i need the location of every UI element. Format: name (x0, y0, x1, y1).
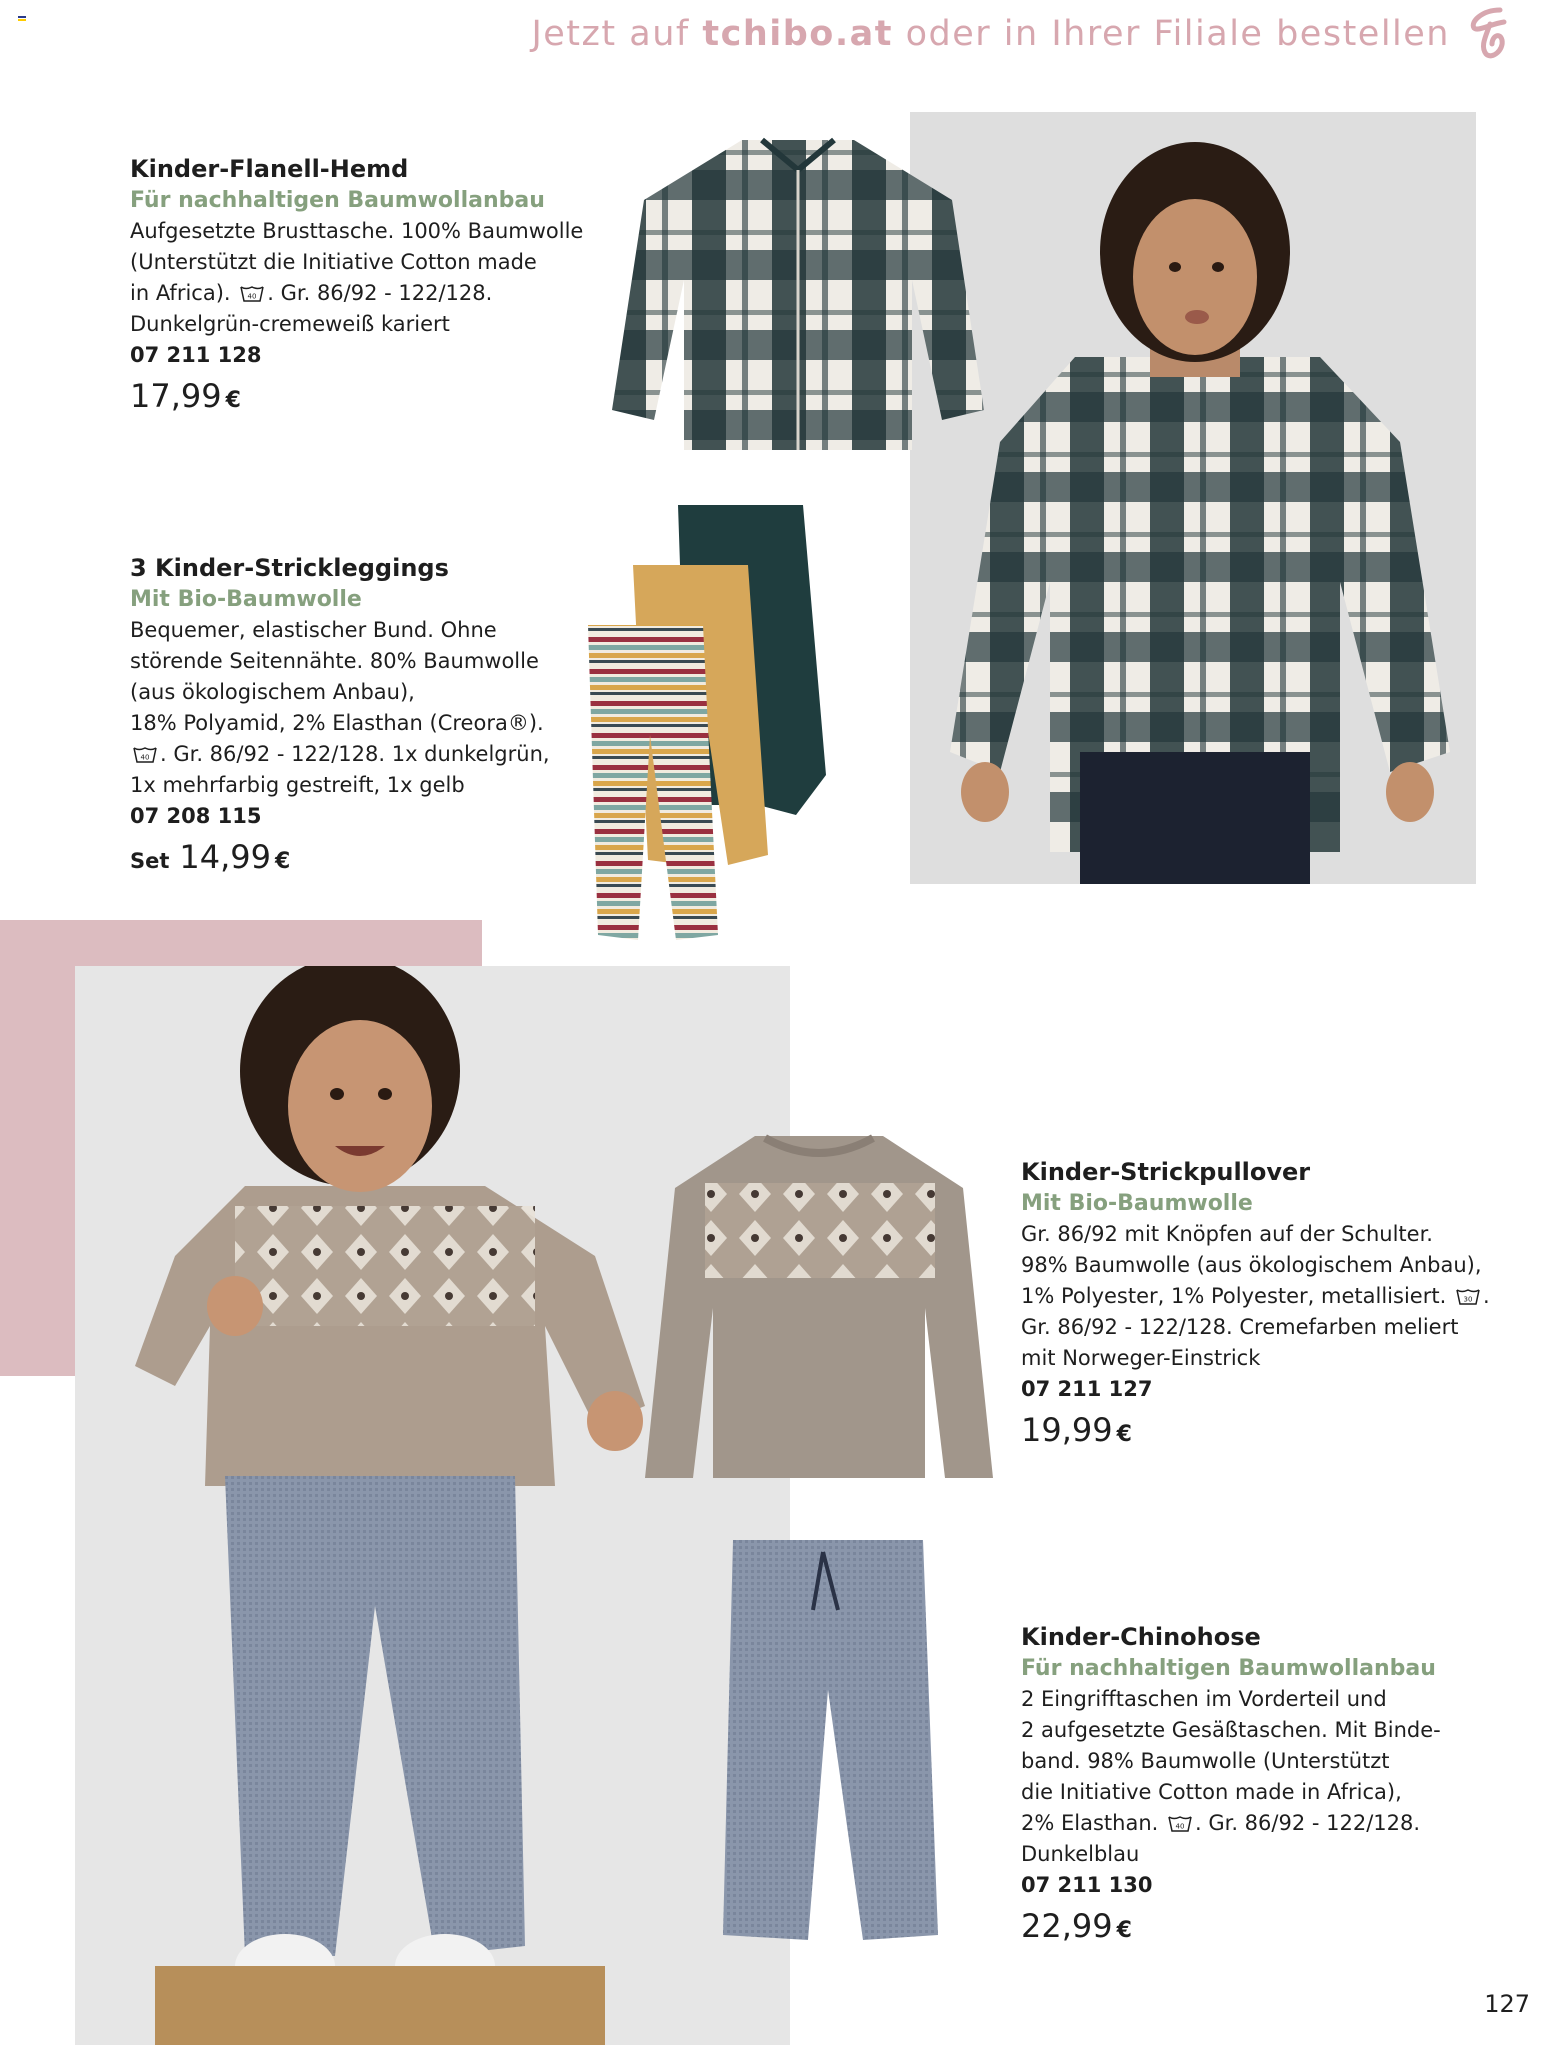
page-number: 127 (1484, 1990, 1530, 2018)
product-image-knit-sweater (645, 1128, 993, 1480)
product-description-line: Dunkelgrün-cremeweiß kariert (130, 312, 450, 336)
tchibo-logo-icon[interactable] (1460, 2, 1520, 62)
product-description-line: 2% Elasthan. 40 . Gr. 86/92 - 122/128. (1021, 1811, 1421, 1835)
wash-symbol-icon (1456, 1288, 1480, 1305)
product-description-line: 18% Polyamid, 2% Elasthan (Creora®). (130, 711, 544, 735)
wash-symbol-icon (133, 746, 157, 763)
product-description-line: 1% Polyester, 1% Polyester, metallisiert. 30 . (1021, 1284, 1490, 1308)
product-subtitle: Mit Bio-Baumwolle (130, 587, 362, 612)
article-number: 07 208 115 (130, 804, 262, 828)
product-image-flannel-shirt (612, 130, 984, 462)
svg-text:40: 40 (247, 292, 257, 301)
product-description-line: die Initiative Cotton made in Africa), (1021, 1780, 1402, 1804)
product-description-line: Aufgesetzte Brusttasche. 100% Baumwolle (130, 219, 584, 243)
product-image-chino-pants (703, 1540, 943, 1952)
product-description-line: band. 98% Baumwolle (Unterstützt (1021, 1749, 1390, 1773)
product-image-knit-leggings (578, 505, 832, 945)
product-description-line: in Africa). 40 . Gr. 86/92 - 122/128. (130, 281, 493, 305)
product-subtitle: Für nachhaltigen Baumwollanbau (130, 188, 545, 213)
wash-symbol-icon (1168, 1815, 1192, 1832)
page-header (531, 14, 1450, 54)
product-title: Kinder-Strickpullover (1021, 1158, 1311, 1186)
header-brand-link[interactable]: tchibo.at (702, 14, 893, 54)
product-description-line: Dunkelblau (1021, 1842, 1140, 1866)
product-title: Kinder-Chinohose (1021, 1623, 1261, 1651)
product-flannel-shirt[interactable] (130, 154, 600, 420)
product-description-line: störende Seitennähte. 80% Baumwolle (130, 649, 539, 673)
product-subtitle: Mit Bio-Baumwolle (1021, 1191, 1253, 1216)
product-description-line: Gr. 86/92 mit Knöpfen auf der Schulter. (1021, 1222, 1433, 1246)
photo-boy-flannel-shirt (910, 112, 1476, 884)
price: 17,99 € (130, 377, 241, 415)
product-description-line: 2 Eingrifftaschen im Vorderteil und (1021, 1687, 1387, 1711)
price: 22,99 € (1021, 1907, 1132, 1945)
svg-text:40: 40 (1175, 1822, 1185, 1831)
article-number: 07 211 130 (1021, 1873, 1153, 1897)
header-prefix: Jetzt auf (531, 14, 703, 54)
header-suffix: oder in Ihrer Filiale bestellen (892, 14, 1450, 54)
product-description-line: 1x mehrfarbig gestreift, 1x gelb (130, 773, 465, 797)
svg-text:40: 40 (140, 753, 150, 762)
product-knit-leggings[interactable] (130, 553, 600, 881)
article-number: 07 211 128 (130, 343, 262, 367)
article-number: 07 211 127 (1021, 1377, 1153, 1401)
product-title: 3 Kinder-Strickleggings (130, 554, 449, 582)
product-knit-sweater[interactable] (1021, 1157, 1531, 1454)
flag-marker (18, 16, 26, 23)
product-description-line: 2 aufgesetzte Gesäßtaschen. Mit Binde- (1021, 1718, 1441, 1742)
wash-symbol-icon (240, 285, 264, 302)
product-description-line: 40 . Gr. 86/92 - 122/128. 1x dunkelgrün, (130, 739, 600, 770)
product-description-line: 98% Baumwolle (aus ökologischem Anbau), (1021, 1253, 1482, 1277)
price: 19,99 € (1021, 1411, 1132, 1449)
product-description-line: Bequemer, elastischer Bund. Ohne (130, 618, 497, 642)
product-subtitle: Für nachhaltigen Baumwollanbau (1021, 1656, 1436, 1681)
svg-text:30: 30 (1463, 1295, 1473, 1304)
price: Set 14,99 € (130, 838, 291, 876)
product-description-line: (aus ökologischem Anbau), (130, 680, 415, 704)
product-description-line: (Unterstützt die Initiative Cotton made (130, 250, 537, 274)
product-description-line: Gr. 86/92 - 122/128. Cremefarben meliert (1021, 1315, 1459, 1339)
product-description-line: mit Norweger-Einstrick (1021, 1346, 1261, 1370)
product-chino-pants[interactable] (1021, 1622, 1531, 1950)
product-title: Kinder-Flanell-Hemd (130, 155, 409, 183)
